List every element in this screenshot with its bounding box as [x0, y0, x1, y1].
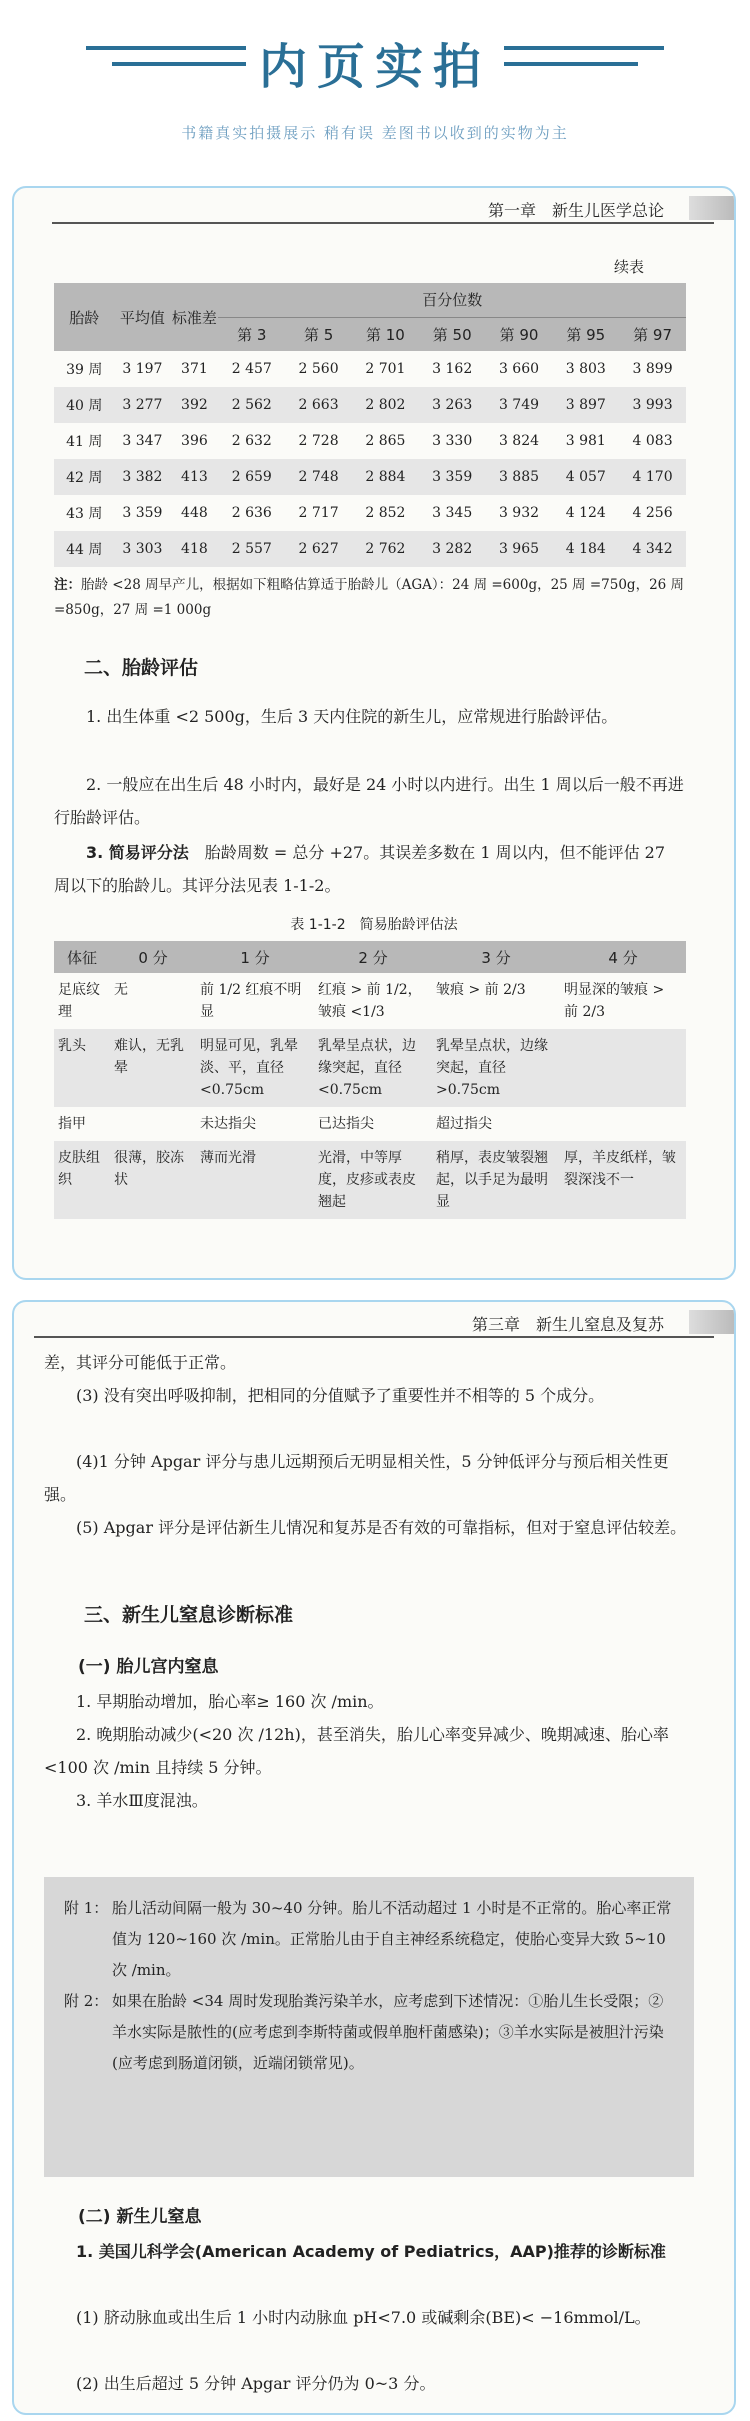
- cell: 3 932: [498, 505, 540, 521]
- header-sign: 体征: [54, 941, 110, 973]
- cell: 前 1/2 红痕不明显: [200, 982, 302, 1020]
- cell: 413: [170, 459, 218, 495]
- cell: 418: [170, 531, 218, 567]
- cell: 2 728: [298, 433, 339, 449]
- header-percentile: 百分位数: [218, 283, 686, 317]
- paragraph: (5) Apgar 评分是评估新生儿情况和复苏是否有效的可靠指标，但对于窒息评估较差。: [76, 1518, 687, 1537]
- cell: 3 282: [419, 531, 486, 567]
- cell: 乳晕呈点状，边缘突起，直径 <0.75cm: [314, 1029, 432, 1107]
- header-p5: 第 5: [285, 317, 352, 351]
- cell: 明显深的皱痕 > 前 2/3: [564, 982, 665, 1020]
- note-item: [64, 1893, 674, 1986]
- cell: 3 347: [122, 433, 163, 449]
- table-row: [54, 387, 686, 423]
- cell: 3 197: [122, 361, 163, 377]
- running-head: [52, 188, 714, 224]
- cell: 难认，无乳晕: [110, 1029, 196, 1107]
- cell: 2 457: [231, 361, 272, 377]
- cell: 44 周: [54, 531, 114, 567]
- cell: 2 865: [365, 433, 406, 449]
- cell: 已达指尖: [318, 1116, 374, 1132]
- cell: 3 330: [432, 433, 473, 449]
- list-item: (1) 脐动脉血或出生后 1 小时内动脉血 pH<7.0 或碱剩余(BE)< −16mmol/L。: [76, 2308, 651, 2327]
- list-item: 2. 晚期胎动减少(<20 次 /12h)，甚至消失，胎儿心率变异减少、晚期减速、胎心率 <100 次 /min 且持续 5 分钟。: [44, 1725, 669, 1777]
- cell: 4 170: [619, 459, 686, 495]
- paragraph: (3) 没有突出呼吸抑制，把相同的分值赋予了重要性并不相等的 5 个成分。: [76, 1386, 605, 1405]
- section-heading: 三、新生儿窒息诊断标准: [84, 1604, 294, 1626]
- note-label: 注：: [54, 577, 81, 593]
- note-label: 附 1：: [64, 1899, 109, 1917]
- section-heading: 二、胎龄评估: [84, 657, 199, 679]
- header-p95: 第 95: [552, 317, 619, 351]
- cell: 2 560: [298, 361, 339, 377]
- cell: 3 885: [486, 459, 553, 495]
- header-p10: 第 10: [352, 317, 419, 351]
- header-p90: 第 90: [486, 317, 553, 351]
- cell: 4 124: [565, 505, 606, 521]
- cell: 乳头: [54, 1029, 110, 1107]
- cell: 乳晕呈点状，边缘突起，直径 >0.75cm: [432, 1029, 560, 1107]
- page-photo-1: [12, 186, 736, 1280]
- cell: 39 周: [66, 362, 103, 378]
- note-box: [44, 1877, 694, 2177]
- header-score3: 3 分: [432, 941, 560, 973]
- cell: 厚，羊皮纸样，皱裂深浅不一: [560, 1141, 686, 1219]
- cell: 3 359: [122, 505, 163, 521]
- subsection-heading: (一) 胎儿宫内窒息: [78, 1657, 219, 1677]
- cell: 无: [114, 982, 128, 998]
- criteria-heading: 1. 美国儿科学会(American Academy of Pediatrics，AAP)推荐的诊断标准: [76, 2242, 666, 2261]
- cell: 40 周: [54, 387, 114, 423]
- cell: 3 803: [565, 361, 606, 377]
- cell: 43 周: [66, 506, 103, 522]
- cell: 3 824: [498, 433, 540, 449]
- page-photo-2: [12, 1300, 736, 2415]
- cell: 超过指尖: [436, 1116, 492, 1132]
- table-row: [54, 1107, 686, 1141]
- paragraph: 差，其评分可能低于正常。: [44, 1353, 237, 1372]
- table-note: [54, 573, 694, 623]
- cell: 2 562: [218, 387, 285, 423]
- cell: 2 663: [285, 387, 352, 423]
- chapter-title: 第一章 新生儿医学总论: [487, 201, 664, 220]
- weight-percentile-table: [54, 283, 686, 567]
- header-p50: 第 50: [419, 317, 486, 351]
- table-row: [54, 495, 686, 531]
- cell: 红痕 > 前 1/2，皱痕 <1/3: [318, 982, 422, 1020]
- cell: 3 897: [552, 387, 619, 423]
- cell: 2 627: [285, 531, 352, 567]
- cell: 392: [170, 387, 218, 423]
- table-row: [54, 1029, 686, 1107]
- cell: 3 899: [632, 361, 673, 377]
- cell: 396: [181, 433, 208, 449]
- cell: 3 263: [419, 387, 486, 423]
- cell: 指甲: [58, 1116, 86, 1132]
- cell: 2 636: [231, 505, 272, 521]
- cell: 4 184: [552, 531, 619, 567]
- header-p97: 第 97: [619, 317, 686, 351]
- banner-title: 内页实拍: [258, 39, 491, 95]
- table-caption: 表 1-1-2 简易胎龄评估法: [290, 917, 458, 933]
- header-sd: 标准差: [170, 283, 218, 351]
- cell: 3 345: [432, 505, 473, 521]
- cell: [560, 1107, 686, 1141]
- cell: 41 周: [66, 434, 103, 450]
- paragraph: 1. 出生体重 <2 500g，生后 3 天内住院的新生儿，应常规进行胎龄评估。: [86, 707, 618, 726]
- note-text: 胎儿活动间隔一般为 30~40 分钟。胎儿不活动超过 1 小时是不正常的。胎心率正常值为 120~160 次 /min。正常胎儿由于自主神经系统稳定，使胎心变异大致 5~10 次 /min。: [112, 1899, 672, 1979]
- cell: 2 852: [365, 505, 406, 521]
- table-row: [54, 459, 686, 495]
- cell: 3 382: [114, 459, 170, 495]
- cell: 皱痕 > 前 2/3: [436, 982, 526, 998]
- table-row: [54, 973, 686, 1029]
- table-row: [54, 351, 686, 387]
- cell: 3 981: [565, 433, 606, 449]
- cell: 3 303: [114, 531, 170, 567]
- running-head-bar: [689, 1310, 734, 1334]
- table-row: [54, 423, 686, 459]
- cell: 4 342: [619, 531, 686, 567]
- cell: 2 748: [285, 459, 352, 495]
- cell: 4 083: [632, 433, 673, 449]
- cell: 明显可见，乳晕淡、平，直径 <0.75cm: [196, 1029, 314, 1107]
- table-row: [54, 1141, 686, 1219]
- cell: 2 659: [218, 459, 285, 495]
- header-mean: 平均值: [114, 283, 170, 351]
- method-name: 3. 简易评分法: [86, 843, 189, 862]
- cell: 3 749: [486, 387, 553, 423]
- paragraph-text: 胎龄周数 = 总分 +27。其误差多数在 1 周以内，但不能评估 27 周以下的胎龄儿。其评分法见表 1-1-2。: [54, 843, 666, 895]
- cell: 稍厚，表皮皱裂翘起，以手足为最明显: [432, 1141, 560, 1219]
- cell: 2 884: [352, 459, 419, 495]
- subsection-heading: (二) 新生儿窒息: [78, 2207, 202, 2227]
- cell: 2 557: [218, 531, 285, 567]
- continued-label: 续表: [613, 258, 644, 276]
- cell: 未达指尖: [200, 1116, 256, 1132]
- note-item: [64, 1986, 674, 2079]
- note-text: 胎龄 <28 周早产儿，根据如下粗略估算适于胎龄儿（AGA）：24 周 =600g，25 周 =750g，26 周 =850g，27 周 =1 000g: [54, 577, 685, 618]
- cell: 足底纹理: [58, 982, 100, 1020]
- running-head: [34, 1302, 714, 1338]
- list-item: (2) 出生后超过 5 分钟 Apgar 评分仍为 0~3 分。: [76, 2374, 436, 2393]
- cell: [560, 1029, 686, 1107]
- cell: 2 717: [298, 505, 339, 521]
- header-score1: 1 分: [196, 941, 314, 973]
- cell: 3 660: [498, 361, 540, 377]
- note-label: 附 2：: [64, 1992, 109, 2010]
- header-p3: 第 3: [218, 317, 285, 351]
- header-score4: 4 分: [560, 941, 686, 973]
- cell: 薄而光滑: [196, 1141, 314, 1219]
- paragraph: 2. 一般应在出生后 48 小时内，最好是 24 小时以内进行。出生 1 周以后一般不再进行胎龄评估。: [54, 775, 684, 827]
- cell: 3 965: [486, 531, 553, 567]
- cell: 42 周: [54, 459, 114, 495]
- header-score0: 0 分: [110, 941, 196, 973]
- cell: 3 277: [114, 387, 170, 423]
- cell: 很薄，胶冻状: [110, 1141, 196, 1219]
- cell: 3 162: [432, 361, 473, 377]
- cell: 371: [181, 361, 208, 377]
- header-age: 胎龄: [54, 283, 114, 351]
- cell: 2 632: [231, 433, 272, 449]
- table-row: [54, 531, 686, 567]
- cell: 3 993: [619, 387, 686, 423]
- list-item: 1. 早期胎动增加，胎心率≥ 160 次 /min。: [76, 1692, 384, 1711]
- banner-subtitle: 书籍真实拍摄展示 稍有误 差图书以收到的实物为主: [181, 124, 569, 142]
- list-item: 3. 羊水Ⅲ度混浊。: [76, 1791, 208, 1810]
- chapter-title: 第三章 新生儿窒息及复苏: [471, 1315, 664, 1334]
- cell: 光滑，中等厚度，皮疹或表皮翘起: [314, 1141, 432, 1219]
- header-score2: 2 分: [314, 941, 432, 973]
- banner: [0, 0, 750, 180]
- note-text: 如果在胎龄 <34 周时发现胎粪污染羊水，应考虑到下述情况：①胎儿生长受限；②羊水实际是脓性的(应考虑到李斯特菌或假单胞杆菌感染)；③羊水实际是被胆汁污染(应考虑到肠道闭锁，近端闭锁常见)。: [112, 1992, 664, 2072]
- paragraph: [54, 836, 686, 902]
- cell: 2 701: [365, 361, 406, 377]
- cell: 448: [181, 505, 208, 521]
- gestational-age-score-table: [54, 941, 686, 1219]
- running-head-bar: [689, 196, 734, 220]
- cell: 2 762: [352, 531, 419, 567]
- cell: 4 057: [552, 459, 619, 495]
- cell: 皮肤组织: [54, 1141, 110, 1219]
- cell: 4 256: [632, 505, 673, 521]
- paragraph: (4)1 分钟 Apgar 评分与患儿远期预后无明显相关性，5 分钟低评分与预后相关性更强。: [44, 1452, 669, 1504]
- cell: 2 802: [352, 387, 419, 423]
- cell: 3 359: [419, 459, 486, 495]
- cell: [110, 1107, 196, 1141]
